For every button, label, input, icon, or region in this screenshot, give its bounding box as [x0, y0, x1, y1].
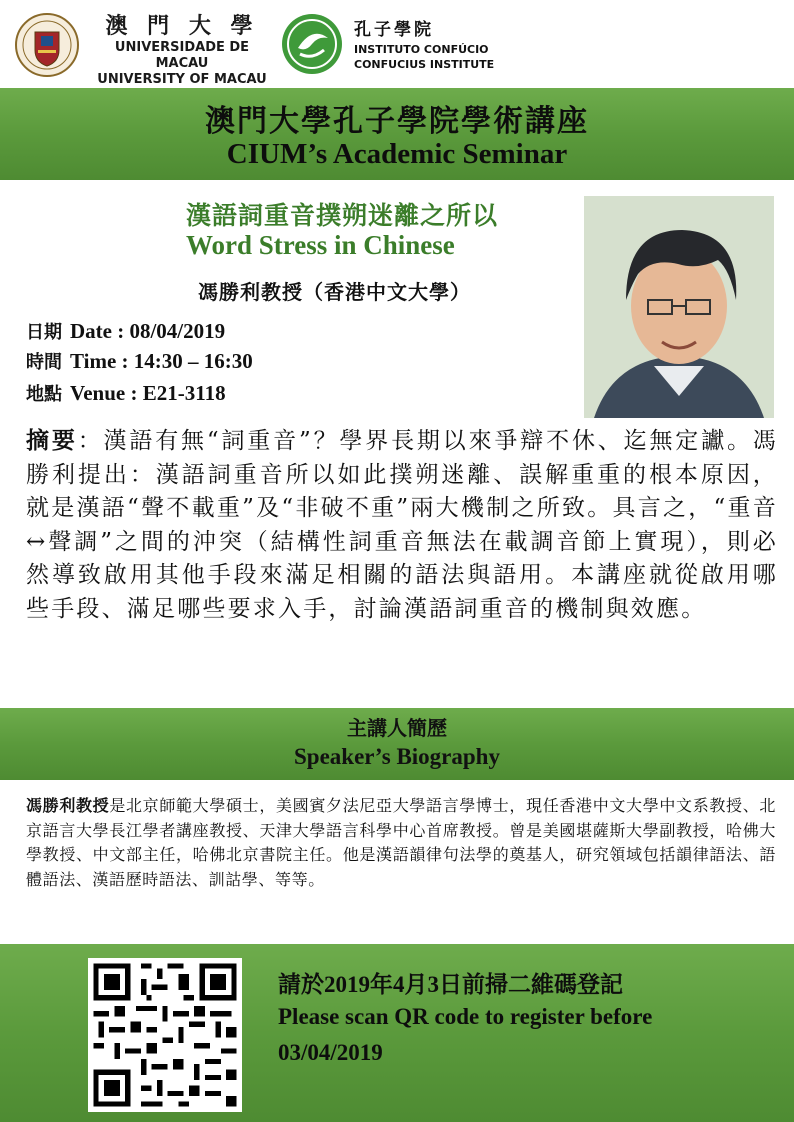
date-label: 日期 — [26, 322, 62, 343]
biography-name: 馮勝利教授 — [26, 796, 110, 815]
seminar-title-en: CIUM’s Academic Seminar — [226, 138, 568, 170]
registration-line-en: Please scan QR code to register before — [278, 1004, 653, 1029]
ci-name-en: CONFUCIUS INSTITUTE — [354, 58, 495, 71]
venue-value: Venue : E21-3118 — [70, 381, 226, 405]
venue-label: 地點 — [26, 384, 62, 405]
ci-name-pt: INSTITUTO CONFÚCIO — [354, 43, 489, 56]
time-value: Time : 14:30 – 16:30 — [70, 349, 253, 373]
registration-line-zh: 請於2019年4月3日前掃二維碼登記 — [278, 972, 623, 997]
speaker-name: 馮勝利教授（香港中文大學） — [198, 280, 471, 304]
talk-title-zh: 漢語詞重音撲朔迷離之所以 — [186, 201, 499, 230]
date-value: Date : 08/04/2019 — [70, 319, 226, 343]
date-row — [26, 318, 225, 344]
biography-paragraph — [26, 794, 776, 892]
registration-qr-code[interactable] — [88, 958, 242, 1112]
biography-heading-zh: 主講人簡歷 — [347, 716, 447, 740]
ci-name-zh: 孔子學院 — [354, 20, 434, 40]
confucius-institute-name — [354, 18, 504, 72]
confucius-institute-logo — [280, 12, 344, 76]
registration-deadline: 03/04/2019 — [278, 1040, 383, 1065]
abstract-paragraph — [26, 424, 778, 627]
um-name-pt: UNIVERSIDADE DE MACAU — [114, 40, 250, 71]
speaker-photo — [584, 196, 774, 418]
abstract-text: ：漢語有無“詞重音”？學界長期以來爭辯不休、迄無定讞。馮勝利提出：漢語詞重音所以如此撲朔迷離、誤解重重的根本原因，就是漢語“聲不載重”及“非破不重”兩大機制之所致。具言之，“重音↔聲調”之間的沖突（結構性詞重音無法在載調音節上實現），則必然導致啟用其他手段來滿足相關的語法與語用。本講座就從啟用哪些手段、滿足哪些要求入手，討論漢語詞重音的機制與效應。 — [26, 428, 778, 622]
um-name-zh: 澳 門 大 學 — [105, 14, 259, 39]
time-row — [26, 348, 253, 374]
university-of-macau-name — [92, 14, 272, 88]
university-of-macau-logo — [14, 12, 80, 78]
biography-text: 是北京師範大學碩士，美國賓夕法尼亞大學語言學博士，現任香港中文大學中文系教授、北京語言大學長江學者講座教授、天津大學語言科學中心首席教授。曾是美國堪薩斯大學副教授，哈佛大學教授、中文部主任，哈佛北京書院主任。他是漢語韻律句法學的奠基人，研究領域包括韻律語法、語體語法、漢語歷時語法、訓詁學、等等。 — [26, 796, 776, 889]
seminar-title-zh: 澳門大學孔子學院學術講座 — [205, 104, 589, 139]
time-label: 時間 — [26, 352, 62, 373]
um-name-en: UNIVERSITY OF MACAU — [97, 72, 267, 87]
venue-row — [26, 380, 226, 406]
talk-title-en: Word Stress in Chinese — [186, 230, 455, 260]
abstract-label: 摘要 — [26, 427, 78, 454]
biography-heading-en: Speaker’s Biography — [294, 744, 500, 769]
